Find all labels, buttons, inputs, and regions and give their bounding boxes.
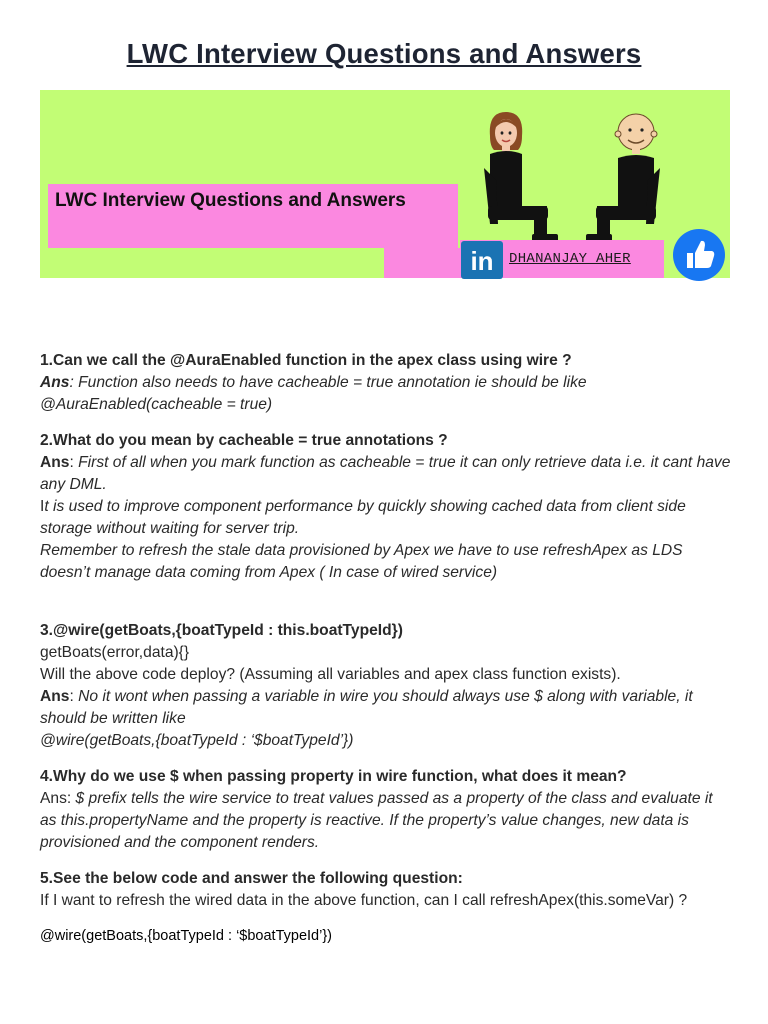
- question-3-code: getBoats(error,data){}: [40, 644, 190, 661]
- question-1: 1.Can we call the @AuraEnabled function in the apex class using wire ?: [40, 352, 572, 369]
- answer-label: Ans: [40, 374, 70, 391]
- answer-3-code: @wire(getBoats,{boatTypeId : ‘$boatTypeId’}): [40, 732, 354, 749]
- question-5-prompt: If I want to refresh the wired data in the above function, can I call refreshApex(this.someVar) ?: [40, 892, 688, 909]
- question-4: 4.Why do we use $ when passing property in wire function, what does it mean?: [40, 768, 627, 785]
- answer-2: [40, 452, 732, 496]
- answer-1: [40, 372, 732, 416]
- answer-colon: :: [69, 454, 79, 471]
- author-link[interactable]: DHANANJAY AHER: [509, 251, 631, 267]
- question-3-prompt: Will the above code deploy? (Assuming all variables and apex class function exists).: [40, 666, 621, 683]
- answer-2-part-2: [40, 496, 732, 540]
- answer-label: Ans: [40, 454, 70, 471]
- question-5: 5.See the below code and answer the following question:: [40, 870, 463, 887]
- man-figure: [586, 114, 660, 242]
- answer-4: [40, 788, 732, 854]
- answer-text: No it wont when passing a variable in wire you should always use $ along with variable, it should be written like: [40, 688, 693, 727]
- answer-colon: :: [69, 688, 79, 705]
- linkedin-icon[interactable]: in: [461, 241, 503, 279]
- woman-figure: [484, 112, 558, 242]
- answer-text: t is used to improve component performance by quickly showing cached data from client side storage without waiting for server trip.: [40, 498, 686, 537]
- answer-label: Ans: [40, 688, 70, 705]
- answer-label: Ans:: [40, 790, 76, 807]
- question-5-code: @wire(getBoats,{boatTypeId : ‘$boatTypeId’}): [40, 928, 333, 944]
- banner-heading-box-tail: [384, 248, 464, 278]
- question-2: 2.What do you mean by cacheable = true annotations ?: [40, 432, 448, 449]
- answer-text: $ prefix tells the wire service to treat values passed as a property of the class and evaluate it as this.propertyName and the property is reactive. If the property’s value changes, new data is provisioned and the component renders.: [40, 790, 713, 851]
- banner: [40, 90, 730, 278]
- interview-illustration: [476, 106, 668, 242]
- answer-first-letter: I: [40, 498, 45, 515]
- answer-text: First of all when you mark function as cacheable = true it can only retrieve data i.e. it cant have any DML.: [40, 454, 731, 493]
- question-3: 3.@wire(getBoats,{boatTypeId : this.boatTypeId}): [40, 622, 403, 639]
- thumbs-up-icon[interactable]: [672, 228, 726, 282]
- page-title: LWC Interview Questions and Answers: [126, 38, 642, 69]
- answer-3: [40, 686, 732, 730]
- qa-content: [40, 350, 732, 947]
- answer-text: : Function also needs to have cacheable = true annotation ie should be like @AuraEnabled(cacheable = true): [40, 374, 587, 413]
- answer-2-part-3: Remember to refresh the stale data provisioned by Apex we have to use refreshApex as LDS doesn’t manage data coming from Apex ( In case of wired service): [40, 542, 683, 581]
- banner-heading: LWC Interview Questions and Answers: [55, 190, 406, 211]
